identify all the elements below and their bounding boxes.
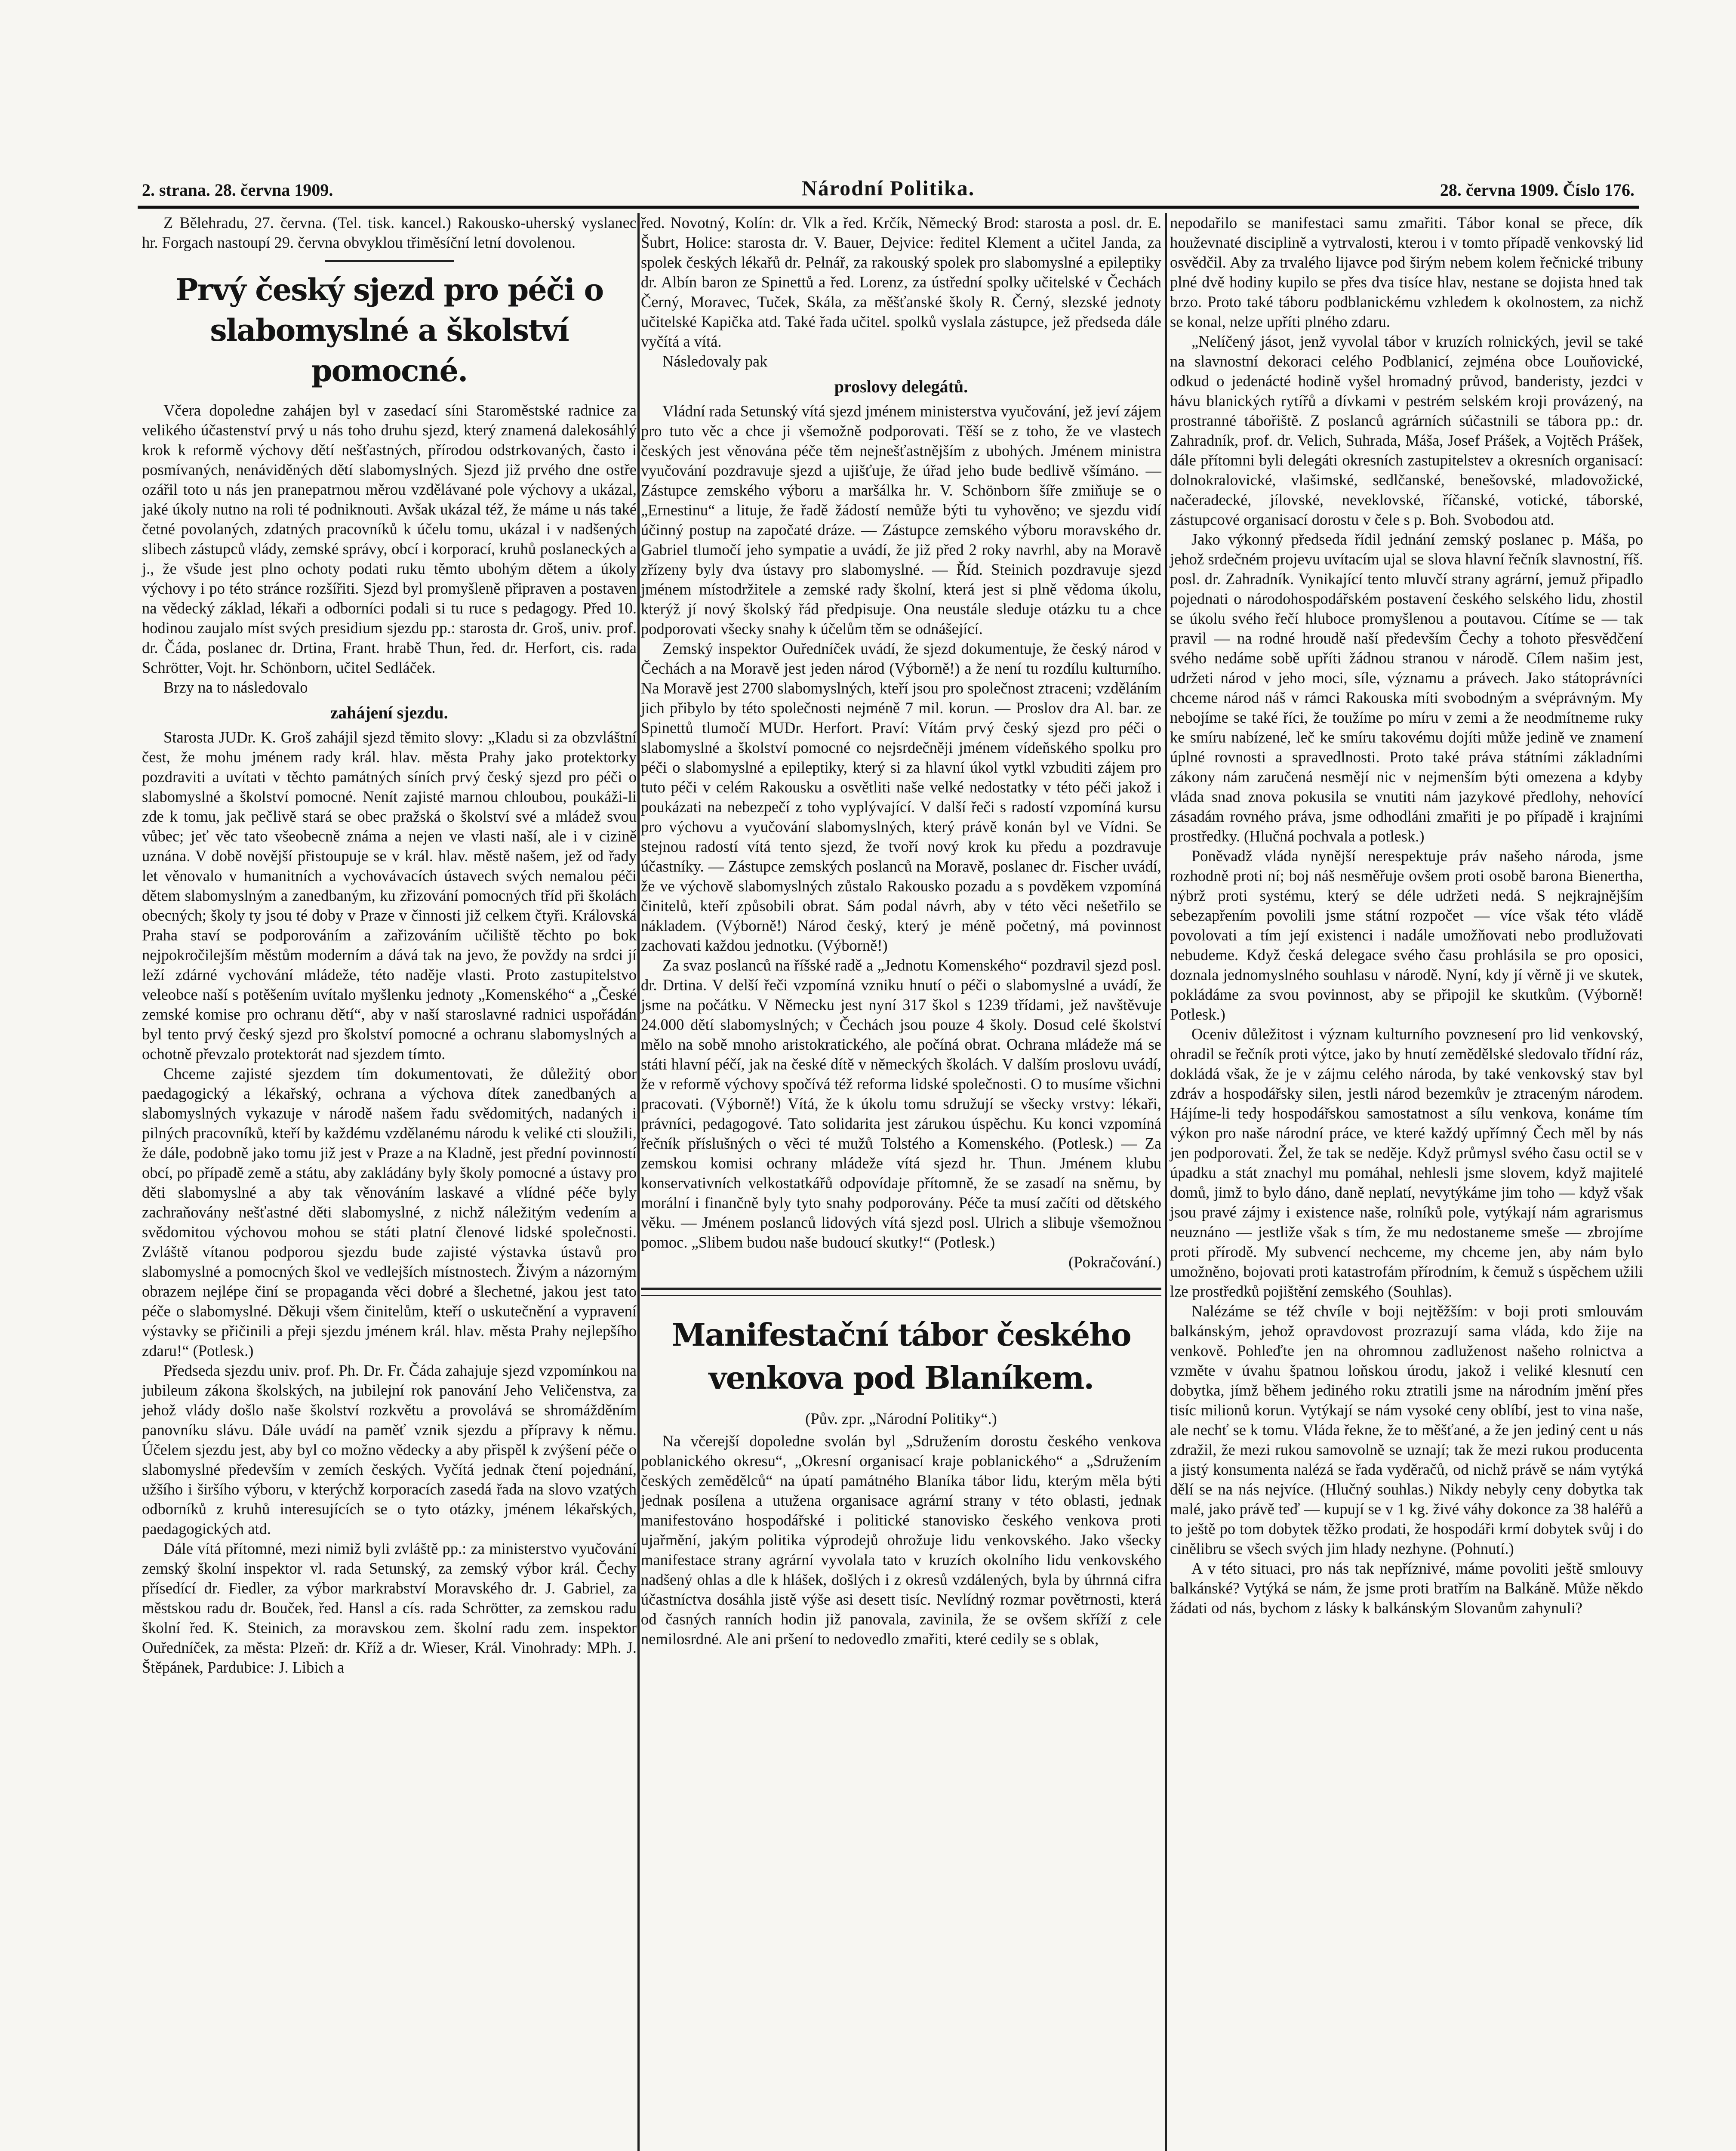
article-paragraph: Jako výkonný předseda řídil jednání zemský poslanec p. Máša, po jehož srdečném projevu uvítacím ujal se slova hlavní řečník slavnostní, říš. posl. dr. Zahradník. Vynikající tento mluvčí strany agrární, jemuž připadlo pojednati o národohospodářském postavení českého selského lidu, zhostil se úkolu svého řečí hluboce promyšlenou a poutavou. Cítíme se — tak pravil — na rodné hroudě naší především Čechy a tohoto přesvědčení svého nedáme sobě upříti žádnou stranou v národě. Cílem našim jest, udržeti národ v jeho moci, síle, významu a právech. Jako státoprávníci chceme národ náš v rámci Rakouska míti svobodným a svéprávným. My nebojíme se také říci, že toužíme po míru v zemi a že neodmítneme ruky ke smíru nabízené, leč ke smíru takovému dojíti může jedině ve znamení úplné rovnosti a spravedlnosti. Proto také práva státními základními zákony nám zaručená nesmějí nic v nejmenším býti omezena a kdyby vláda snad znova pokusila se vnutiti nám jazykové předlohy, nehovící zásadám rovného práva, jsme odhodláni zmařiti je po případě i krajními prostředky. (Hlučná pochvala a potlesk.) [1170, 530, 1643, 845]
article-paragraph: Chceme zajisté sjezdem tím dokumentovati, že důležitý obor paedagogický a lékařský, ochrana a výchova dítek zanedbaných a slabomyslných vykazuje v národě našem řadu svědomitých, nadaných i pilných pracovníků, kteří by každému vzdělanému národu k veliké cti sloužili, že dále, podobně jako tomu již jest v Praze a na Kladně, jest přední povinností obcí, po případě země a státu, aby zakládány byly školy pomocné a ústavy pro děti slabomyslné a aby tak věnováním laskavé a vlídné péče byly zachraňovány nešťastné děti slabomyslné, z nichž náležitým vedením a svědomitou výchovou mohou se státi platní členové lidské společnosti. Zvláště vítanou podporou sjezdu bude zajisté výstavka ústavů pro slabomyslné a pomocných škol ve vedlejších místnostech. Živým a názorným obrazem nejlépe činí se propaganda věci dobré a šlechetné, jakou jest tato péče o slabomyslné. Děkuji všem činitelům, kteří o uskutečnění a vypravení výstavky se přičinili a přeji sjezdu jménem král. hlav. města Prahy nejlepšího zdaru!“ (Potlesk.) [142, 1065, 637, 1359]
column-1 [142, 213, 637, 1677]
column-3 [1170, 213, 1643, 1618]
article-divider [641, 1288, 1161, 1296]
column-2 [641, 213, 1161, 1649]
column-rule [637, 213, 640, 2151]
article-paragraph: řed. Novotný, Kolín: dr. Vlk a řed. Krčík, Německý Brod: starosta a posl. dr. E. Šubrt, Holice: starosta dr. V. Bauer, Dejvice: ředitel Klement a učitel Janda, za spolek českých lékařů dr. Pelnář, za rakouský spolek pro slabomyslné a epileptiky dr. Albín baron ze Spinettů a řed. Lorenz, za ústřední spolky učitelské v Čechách Černý, Moravec, Tuček, Skála, za měšťanské školy R. Černý, slezské jednoty učitelské Kapička atd. Také řada učitel. spolků vyslala zástupce, jež předseda dále vyčítá a vítá. [641, 214, 1161, 350]
article-subheading: zahájení sjezdu. [330, 703, 448, 722]
continuation-note: (Pokračování.) [1068, 1253, 1161, 1271]
article-paragraph: A v této situaci, pro nás tak nepříznivé, máme povoliti ještě smlouvy balkánské? Vytýká se nám, že jsme proti bratřím na Balkáně. Může někdo žádati od nás, bychom z lásky k balkánským Slovanům zahynuli? [1170, 1559, 1643, 1617]
article-paragraph: Brzy na to následovalo [163, 678, 308, 696]
news-brief-belgrade: Z Bělehradu, 27. června. (Tel. tisk. kancel.) Rakousko-uherský vyslanec hr. Forgach nastoupí 29. června obvyklou třiměsíční letní dovolenou. [142, 214, 637, 251]
article-byline: (Pův. zpr. „Národní Politiky“.) [805, 1410, 997, 1427]
masthead-title: Národní Politika. [801, 176, 975, 200]
article-paragraph: Oceniv důležitost i význam kulturního povznesení pro lid venkovský, ohradil se řečník proti výtce, jako by hnutí zemědělské sledovalo třídní ráz, dokládá však, že je v zájmu celého národa, by také venkovský stav byl zdráv a hospodářsky silen, jestli národ bezemkův je ztraceným národem. Hájíme-li tedy hospodářskou samostatnost a sílu venkova, konáme tím výkon pro naše národní práce, ve které každý upřímný Čech měl by nás jen podporovati. Žel, že tak se neděje. Když průmysl svého času octil se v úpadku a stát znachyl mu pomáhal, nehlesli jsme slovem, když majitelé domů, jimž to bylo dáno, daně neplatí, nevytýkáme jim toho — když však jsou pravé zájmy i existence naše, rolníků pole, vytýkají nám agrarismus neuznáno — jestliže však s tím, že mu nedostaneme smeše — zbrojíme proti přírodě. My subvencí nechceme, my chceme jen, aby nám bylo umožněno, bojovati proti katastrofám přírodním, k čemuž s úspěchem užili lze prostředků pojištění zemského (Souhlas). [1170, 1025, 1643, 1300]
article-paragraph: Zemský inspektor Ouředníček uvádí, že sjezd dokumentuje, že český národ v Čechách a na Moravě jest jeden národ (Výborně!) a že není tu rozdílu kulturního. Na Moravě jest 2700 slabomyslných, kteří jsou pro společnost ztraceni; vzděláním jich přibylo by této společnosti nejméně 7 mil. korun. — Proslov dra Al. bar. ze Spinettů tlumočí MUDr. Herfort. Praví: Vítám prvý český sjezd pro péči o slabomyslné a školství pomocné co nejsrdečněji jménem vídeňského spolku pro péči o slabomyslné a epileptiky, který si za hlavní úkol vytkl vzbuditi zájem pro tuto péči v celém Rakousku a osvětliti naše velké nedostatky v této péči jakož i poukázati na nebezpečí z toho vyplývající. V další řeči s radostí vzpomíná kursu pro výchovu a vyučování slabomyslných, který právě konán byl ve Vídni. Se stejnou radostí vítá tento sjezd, že tvoří nový krok ku předu a pozdravuje účastníky. — Zástupce zemských poslanců na Moravě, poslanec dr. Fischer uvádí, že ve výchově slabomyslných zůstalo Rakousko pozadu a s povděkem vzpomíná činitelů, kteří způsobili obrat. Sám podal návrh, aby v této věci nešetřilo se nákladem. (Výborně!) Národ český, který je méně početný, má povinnost zachovati každou jednotku. (Výborně!) [641, 640, 1161, 954]
article-paragraph: Včera dopoledne zahájen byl v zasedací síni Staroměstské radnice za velikého účastenství prvý u nás toho druhu sjezd, který znamená dalekosáhlý krok k reformě výchovy dětí nešťastných, přírodou odstrkovaných, často i posmívaných, nenáviděných dětí slabomyslných. Sjezd již prvého dne ostře ozářil toto u nás jen pranepatrnou měrou vzdělávané pole výchovy a ukázal, jaké úkoly nutno na roli té podniknouti. Avšak ukázal též, že máme u nás také četné povolaných, zdatných pracovníků k účelu tomu, ukázal i v nadšených slibech zástupců vlády, zemské správy, obcí i korporací, kruhů poslaneckých a j., že všude jest plno ochoty podati ruku těmto ubohým dětem a úkoly výchovy i po této stránce rozšířiti. Sjezd byl promyšleně připraven a postaven na vědecký základ, lékaři a odborníci podali si tu ruce s pedagogy. Před 10. hodinou zaujalo míst svých presidium sjezdu pp.: starosta dr. Groš, univ. prof. dr. Čáda, poslanec dr. Drtina, Frant. hrabě Thun, řed. dr. Herfort, cis. rada Schrötter, Vojt. hr. Schönborn, učitel Sedláček. [142, 401, 637, 676]
article-paragraph: nepodařilo se manifestaci samu zmařiti. Tábor konal se přece, dík houževnaté disciplině a vytrvalosti, kterou i v tomto případě venkovský lid osvědčil. Aby za trvalého lijavce pod širým nebem kolem řečnické tribuny plné dvě hodiny kupilo se přes dva tisíce hlav, nestane se dojista hned tak brzo. Proto také táboru podblanickému vzhledem k okolnostem, za nichž se konal, nelze upříti plného zdaru. [1170, 214, 1643, 330]
article-paragraph: Poněvadž vláda nynější nerespektuje práv našeho národa, jsme rozhodně proti ní; boj náš nesměřuje ovšem proti osobě barona Bienertha, nýbrž proti systému, který se déle udržeti nedá. S nejkrajnějším sebezapřením povolili jsme státní rozpočet — více však této vládě povolovati a tím její existenci i nadále umožňovati nebo prodlužovati nebudeme. Když česká delegace svého času prohlásila se pro oposici, doznala jednomyslného souhlasu v národě. Nyní, kdy jí věrně ji ve skutek, pokládáme za svou povinnost, aby se připojil ke skutkům. (Výborně! Potlesk.) [1170, 847, 1643, 1023]
column-rule [1165, 213, 1167, 2151]
separator-rule [325, 260, 454, 262]
date-issue-number: 28. června 1909. Číslo 176. [1440, 180, 1634, 200]
article-paragraph: Nalézáme se též chvíle v boji nejtěžším: v boji proti smlouvám balkánským, jehož opravdovost prozrazují sama vláda, kdo žije na venkově. Pohleďte jen na ohromnou zadluženost našeho rolnictva a vzměte v úvahu špatnou loňskou úrodu, jakož i veliké klesnutí cen dobytka, jímž během jediného roku ztratili jsme na národním jmění přes tisíc milionů korun. Vytýkají se nám vysoké ceny oblíbí, jest to vina naše, ale nechť se k tomu. Vláda řekne, že to měšťané, a že jen jediný cent u nás zdražil, že mezi rukou samovolně se uznají; tak že mezi rukou producenta a jistý konsumenta nalézá se řada vyděračů, od nichž právě se nám vytýká dělí se na nás nejvíce. (Hlučný souhlas.) Nikdy nebyly ceny dobytka tak malé, jako právě teď — kupují se v 1 kg. živé váhy dokonce za 38 haléřů a to ještě po tom dobytek těžko prodati, že hospodáři krmí dobytek svůj i do cinělibru se všech svých jim hlady nezhyne. (Pohnutí.) [1170, 1302, 1643, 1557]
article-paragraph: Následovaly pak [662, 352, 768, 370]
header-rule [138, 206, 1639, 209]
article-paragraph: Dále vítá přítomné, mezi nimiž byli zvláště pp.: za ministerstvo vyučování zemský školní inspektor vl. rada Setunský, za zemský výbor král. Čechy přísedící dr. Fiedler, za výbor markrabství Moravského dr. J. Gabriel, za městskou radu dr. Bouček, řed. Hansl a cís. rada Schrötter, za zemskou radu školní řed. K. Steinich, za moravskou zem. školní radu zem. inspektor Ouředníček, za města: Plzeň: dr. Kříž a dr. Wieser, Král. Vinohrady: MPh. J. Štěpánek, Pardubice: J. Libich a [142, 1540, 637, 1676]
running-head [142, 176, 1634, 206]
article-paragraph: Starosta JUDr. K. Groš zahájil sjezd těmito slovy: „Kladu si za obzvláštní čest, že mohu jménem rady král. hlav. města Prahy jako protektorky pozdraviti a uvítati v těchto památných síních prvý český sjezd pro péči o slabomyslné a školství pomocné. Nenít zajisté marnou chloubou, poukáži-li zde k tomu, jak pečlivě stará se obec pražská o školství své a mládež svou vůbec; jeť věc tato všeobecně známa a nejen ve vlasti naší, ale i v cizině uznána. V době novější přistoupuje se v král. hlav. městě našem, jež od řady let věnovalo v humanitních a vychovávacích ústavech svých nemalou péči dětem slabomyslným a zanedbaným, ku zřizování pomocných tříd při školách obecných; školy ty jsou té doby v Praze v činnosti již celkem čtyři. Královská Praha staví se podporováním a zařizováním učiliště těchto po bok nejpokročilejším městům moderním a dává tak na jevo, že povždy na srdci jí leží zdárné vychování mládeže, této naděje vlasti. Proto zastupitelstvo veleobce naší s potěšením uvítalo myšlenku jednoty „Komenského“ a „České zemské komise pro ochranu dětí“, aby v naší staroslavné radnici uspořádán byl tento prvý český sjezd pro školství pomocné a ochranu slabomyslných a ochotně převzalo protektorát nad sjezdem tímto. [142, 728, 637, 1063]
article-paragraph: Na včerejší dopoledne svolán byl „Sdružením dorostu českého venkova poblanického okresu“, „Okresní organisací kraje poblanického“ a „Sdružením českých zemědělců“ na úpatí památného Blaníka tábor lidu, kterým měla býti jednak posílena a utužena organisace agrární strany v této oblasti, jednak manifestováno hospodářské i politické stanovisko českého venkova proti ujařmění, jakým politika výprodejů ohrožuje lidu venkovského. Jako všecky manifestace strany agrární vyvolala tato v kruzích okolního lidu venkovského nadšený ohlas a dle k hlášek, došlých i z okresů vzdálených, byla by úhrnná cifra účastníctva dosáhla jistě výše asi desett tisíc. Nevlídný rozmar povětrnosti, která od časných ranních hodin již panovala, zavinila, že se ovšem skříží z cele nemilosrdné. Ale ani pršení to nedovedlo zmařiti, které cedily se s oblak, [641, 1432, 1161, 1648]
page-number-date: 2. strana. 28. června 1909. [142, 180, 333, 200]
article-subheading: proslovy delegátů. [834, 377, 968, 396]
article-paragraph: Vládní rada Setunský vítá sjezd jménem ministerstva vyučování, jež jeví zájem pro tuto věc a chce ji všemožně podporovati. Těší se z toho, že ve vlastech českých jest věnována péče těm nejnešťastnějším z ubohých. Jménem ministra vyučování pozdravuje sjezd a ujišťuje, že úřad jeho bude bedlivě všímáno. — Zástupce zemského výboru a maršálka hr. V. Schönborn šíře zmiňuje se o „Ernestinu“ a lituje, že řadě žádostí nemůže býti tu vyhověno; ve sjezdu vidí účinný postup na započaté dráze. — Zástupce zemského výboru moravského dr. Gabriel tlumočí jeho sympatie a uvádí, že již před 2 roky navrhl, aby na Moravě zřízeny byly dva ústavy pro slabomyslné. — Říd. Steinich pozdravuje sjezd jménem místodržitele a zemské rady školní, která jest si plně vědoma úkolu, kterýž jí nový školský řád předpisuje. Ona neustále sleduje otázku tu a chce podporovati všecky snahy k účelům těm se odnášející. [641, 402, 1161, 638]
article-paragraph: Předseda sjezdu univ. prof. Ph. Dr. Fr. Čáda zahajuje sjezd vzpomínkou na jubileum zákona školských, na jubilejní rok panování Jeho Veličenstva, za jehož vlády došlo naše školství rozkvětu a provolává se shromážděním panovníku slávu. Dále uvádí na paměť vznik sjezdu a přípravy k němu. Účelem sjezdu jest, aby byl co možno vědecky a aby přispěl k zvýšení péče o slabomyslné především v zemích českých. Vyčítá jednak čtení pojednání, užšího i širšího výboru, v kterýchž korporacích zasedá řada na slovo vzatých odborníků z kruhů interesujících se o tyto otázky, jménem lékařských, paedagogických atd. [142, 1362, 637, 1538]
article-headline: Prvý český sjezd pro péči o slabomyslné a školství pomocné. [175, 272, 603, 388]
article-paragraph: „Nelíčený jásot, jenž vyvolal tábor v kruzích rolnických, jevil se také na slavnostní dekoraci celého Podblanicí, zejména obce Louňovické, odkud o jedenácté hodině vyšel hromadný průvod, banderisty, jezdci v hávu blanických rytířů a dívkami v pestrém selském kroji provázený, na prostranné tábořiště. Z poslanců agrárních súčastnili se tábora pp.: dr. Zahradník, prof. dr. Velich, Suhrada, Máša, Josef Prášek, a Vojtěch Prášek, dále přítomni byli delegáti okresních zastupitelstev a okresních organisací: dolnokralovické, vlašimské, sedlčanské, benešovské, mladovožické, načeradecké, jílovské, neveklovské, říčanské, votické, táborské, zástupcové organisací dorostu v čele s p. Boh. Svobodou atd. [1170, 333, 1643, 528]
article-headline: Manifestační tábor českého venkova pod Blaníkem. [671, 1316, 1131, 1396]
article-paragraph: Za svaz poslanců na říšské radě a „Jednotu Komenského“ pozdravil sjezd posl. dr. Drtina. V delší řeči vzpomíná vzniku hnutí o péči o slabomyslné a uvádí, že jsme na počátku. V Německu jest nyní 317 škol s 1239 třídami, jež navštěvuje 24.000 dětí slabomyslných; v Čechách jsou pouze 4 školy. Dosud celé školství mělo na sobě mnoho aristokratického, ale počíná obrat. Ochrana mládeže má se státi hlavní péčí, jak na české dítě v německých školách. V dalším proslovu uvádí, že v reformě výchovy spočívá též reforma lidské společnosti. O to musíme všichni pracovati. (Výborně!) Vítá, že k úkolu tomu sdružují se všecky vrstvy: lékaři, právníci, pedagogové. Tato solidarita jest zárukou úspěchu. Ku konci vzpomíná řečník příslušných o věci té mužů Tolstého a Komenského. (Potlesk.) — Za zemskou komisi ochrany mládeže vítá sjezd hr. Thun. Jménem klubu konservativních velkostatkářů odpovídaje přítomně, že se zasadí na sněmu, by morální i finančně byly tyto snahy podporovány. Péče ta musí začíti od dětského věku. — Jménem poslanců lidových vítá sjezd posl. Ulrich a slibuje všemožnou pomoc. „Slibem budou naše budoucí skutky!“ (Potlesk.) [641, 956, 1161, 1251]
